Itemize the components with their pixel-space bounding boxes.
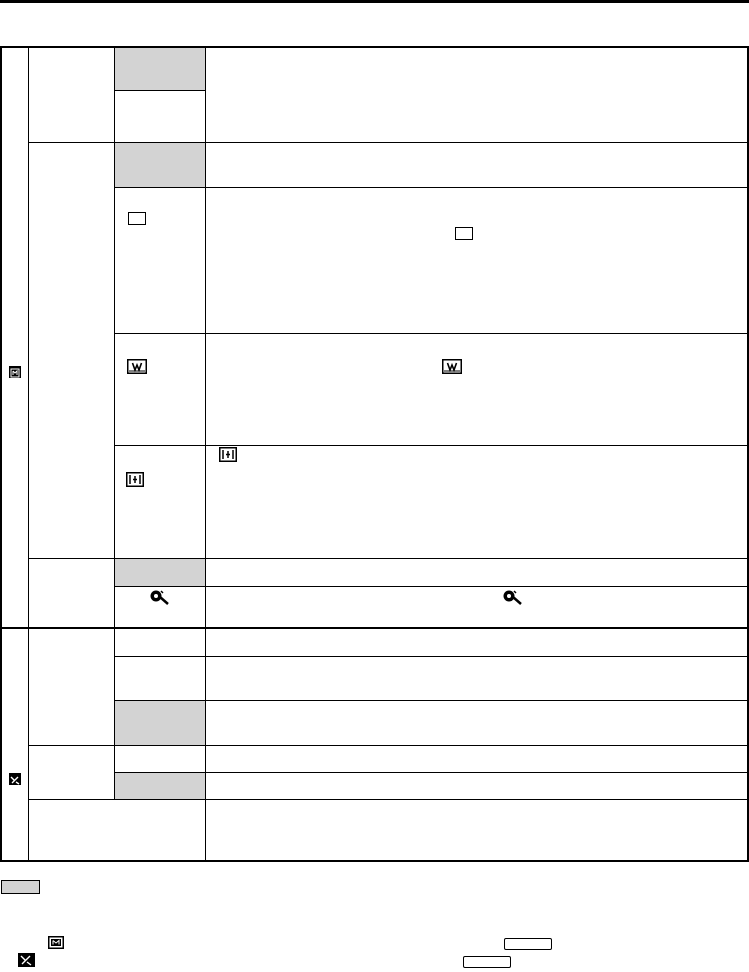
row-line bbox=[28, 142, 747, 143]
row-line bbox=[28, 799, 747, 800]
section-divider bbox=[0, 627, 749, 629]
row-line bbox=[28, 745, 747, 746]
system-menu-icon bbox=[9, 773, 21, 785]
wind-cut-icon bbox=[149, 589, 171, 605]
row-line bbox=[114, 772, 747, 773]
default-cell bbox=[115, 701, 205, 745]
column-line bbox=[205, 48, 206, 860]
row-line bbox=[114, 445, 747, 446]
wind-cut-icon bbox=[502, 589, 524, 605]
squeeze-icon bbox=[219, 447, 237, 462]
default-cell bbox=[115, 48, 205, 90]
table-border-bottom bbox=[0, 860, 749, 862]
row-line bbox=[28, 558, 747, 559]
frame-icon bbox=[128, 212, 146, 225]
default-cell bbox=[115, 143, 205, 187]
column-line bbox=[114, 48, 115, 799]
wide-icon bbox=[127, 359, 147, 374]
row-line bbox=[114, 90, 205, 91]
button-tag bbox=[504, 938, 552, 950]
default-cell bbox=[115, 559, 205, 586]
row-line bbox=[114, 700, 747, 701]
system-menu-icon bbox=[18, 953, 35, 967]
frame-icon bbox=[455, 227, 473, 240]
default-setting-legend bbox=[1, 880, 40, 894]
row-line bbox=[114, 187, 747, 188]
top-rule bbox=[0, 0, 749, 3]
row-line bbox=[114, 333, 747, 334]
squeeze-icon bbox=[126, 472, 144, 487]
table-border-left bbox=[0, 46, 2, 862]
manual-menu-icon bbox=[9, 366, 21, 378]
default-cell bbox=[115, 773, 205, 799]
row-line bbox=[114, 586, 747, 587]
wide-icon bbox=[442, 359, 462, 374]
row-line bbox=[114, 656, 747, 657]
button-tag bbox=[463, 956, 511, 968]
column-line bbox=[28, 48, 29, 860]
manual-menu-icon bbox=[48, 936, 64, 949]
table-border-top bbox=[0, 46, 749, 48]
